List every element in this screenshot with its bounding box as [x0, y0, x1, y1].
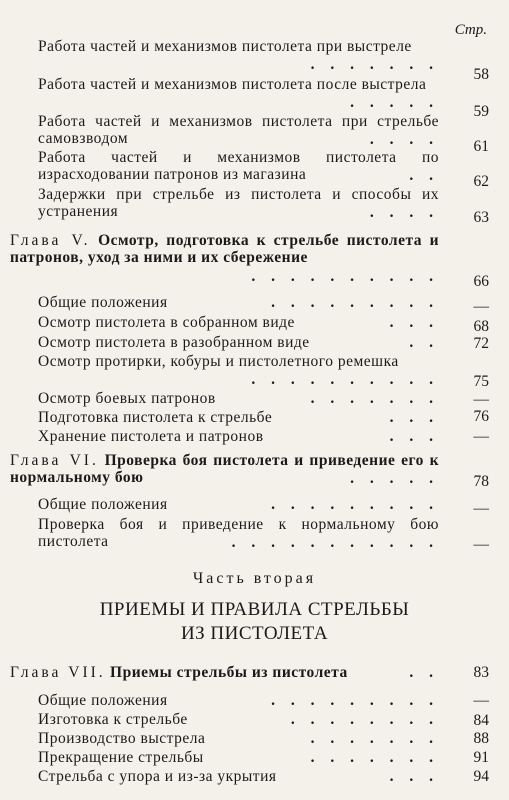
chapter-name: Приемы стрельбы из пистолета — [110, 664, 348, 681]
page-column-header: Стр. — [454, 22, 487, 38]
chapter-lead: Глава V. — [10, 232, 91, 249]
toc-entry-page: — — [473, 692, 489, 709]
chapter-page: 66 — [473, 273, 489, 290]
toc-entry-title: Общие положения — [38, 294, 168, 311]
toc-entry-title: Общие положения — [38, 496, 168, 513]
toc-entry-title: Прекращение стрельбы — [38, 749, 204, 766]
part-title-line2: ИЗ ПИСТОЛЕТА — [180, 623, 329, 644]
toc-entry-page: 91 — [473, 749, 489, 766]
toc-entry-page: 63 — [473, 209, 489, 226]
toc-entry-title: Проверка боя и приведение к нормальному бою пистолета — [38, 516, 439, 550]
toc-leader-dots: . . . . . . . . . . — [251, 371, 439, 388]
toc-leader-dots: . . . . . . . . . — [271, 496, 439, 513]
toc-leader-dots: . . . . . . . . . . . — [231, 534, 439, 551]
toc-entry-page: 75 — [473, 373, 489, 390]
toc-entry-title: Осмотр протирки, кобуры и пистолетного ремешка — [38, 353, 399, 370]
chapter-page: 78 — [473, 473, 489, 490]
toc-entry-title: Работа частей и механизмов пистолета по израсходовании патронов из магазина — [38, 149, 439, 183]
toc-leader-dots: . . . . — [369, 204, 439, 221]
toc-leader-dots: . . . . — [369, 131, 439, 148]
chapter-name: Осмотр, подготовка к стрельбе пистолета и патронов, уход за ними и их сбережение — [10, 232, 439, 266]
toc-entry-page: — — [473, 500, 489, 517]
chapter-name: Проверка боя пистолета и приведение его к нормальному бою — [10, 452, 440, 486]
toc-leader-dots: . . . — [389, 314, 439, 331]
toc-entry-page: — — [473, 428, 489, 445]
toc-entry-title: Хранение пистолета и патронов — [38, 428, 264, 445]
toc-entry-title: Осмотр боевых патронов — [38, 390, 216, 407]
toc-entry-page: — — [473, 536, 489, 553]
toc-leader-dots: . . . . . . . — [310, 56, 439, 73]
toc-entry-page: 72 — [473, 335, 489, 352]
toc-entry-page: 61 — [473, 138, 489, 155]
toc-leader-dots: . . . . . . . — [310, 390, 439, 407]
toc-leader-dots: . . . — [389, 409, 439, 426]
part-title-line1: ПРИЕМЫ И ПРАВИЛА СТРЕЛЬБЫ — [99, 599, 410, 620]
chapter-lead: Глава VII. — [10, 664, 106, 681]
toc-entry-title: Работа частей и механизмов пистолета при выстреле — [38, 38, 412, 55]
toc-entry-title: Осмотр пистолета в собранном виде — [38, 314, 295, 331]
toc-entry-page: 84 — [473, 712, 489, 729]
toc-entry-page: 94 — [473, 768, 489, 785]
toc-leader-dots: . . — [409, 334, 439, 351]
toc-entry-title: Осмотр пистолета в разобранном виде — [38, 334, 310, 351]
toc-leader-dots: . . . . . . . . . — [271, 692, 439, 709]
toc-leader-dots: . . — [409, 664, 439, 681]
toc-leader-dots: . . . . . — [350, 470, 439, 487]
toc-entry-page: 88 — [473, 730, 489, 747]
chapter-lead: Глава VI. — [10, 452, 99, 469]
toc-entry-page: — — [473, 298, 489, 315]
toc-leader-dots: . . . — [389, 428, 439, 445]
toc-entry-page: 62 — [473, 173, 489, 190]
toc-leader-dots: . . . . . — [350, 94, 439, 111]
toc-entry-title: Стрельба с упора и из-за укрытия — [38, 768, 277, 785]
toc-entry-page: 68 — [473, 318, 489, 335]
chapter-page: 83 — [473, 664, 489, 681]
toc-entry-page: — — [473, 391, 489, 408]
toc-entry-page: 59 — [473, 103, 489, 120]
toc-entry-title: Общие положения — [38, 692, 168, 709]
toc-leader-dots: . . . . . . . — [310, 749, 439, 766]
toc-entry-title: Изготовка к стрельбе — [38, 711, 188, 728]
toc-entry-title: Работа частей и механизмов пистолета после выстрела — [38, 76, 427, 93]
toc-leader-dots: . . . . . . . . — [290, 711, 439, 728]
part-label: Часть вторая — [192, 570, 317, 587]
toc-entry-title: Подготовка пистолета к стрельбе — [38, 409, 273, 426]
toc-entry-title: Работа частей и механизмов пистолета при стрельбе самовзводом — [38, 113, 439, 147]
toc-entry-page: 76 — [473, 408, 489, 425]
chapter-title — [10, 664, 439, 681]
toc-leader-dots: . . . — [389, 768, 439, 785]
toc-entry-title: Производство выстрела — [38, 730, 206, 747]
toc-leader-dots: . . — [409, 167, 439, 184]
chapter-title — [10, 232, 439, 266]
toc-entry-title: Задержки при стрельбе из пистолета и способы их устранения — [38, 186, 439, 220]
toc-entry-page: 58 — [473, 66, 489, 83]
toc-leader-dots: . . . . . . . — [310, 730, 439, 747]
toc-leader-dots: . . . . . . . . . — [271, 294, 439, 311]
toc-leader-dots: . . . . . . . . . . — [251, 268, 439, 285]
